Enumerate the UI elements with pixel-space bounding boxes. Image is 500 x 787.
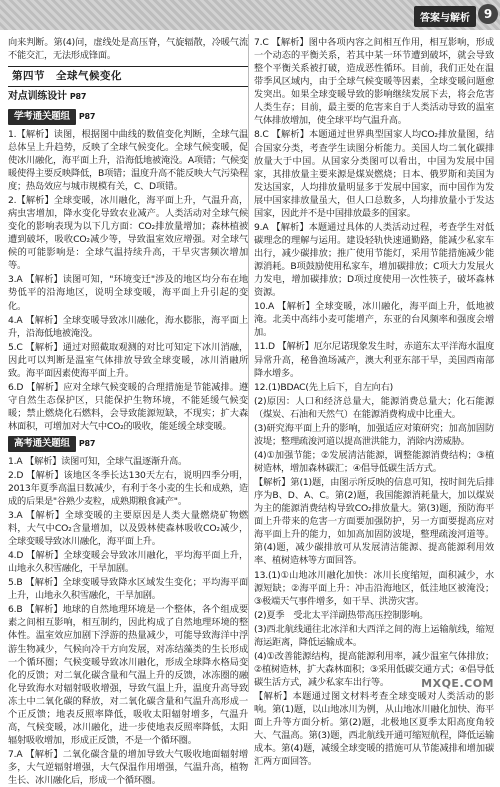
answer-item: 7.C 【解析】图中各项内容之间相互作用，相互影响，形成一个动态的平衡关系，若其中某一环节遭到破坏，就会导致整个平衡关系被打破，造成恶性循环。目前，我们正处在温带季风区域内，由于全球气候变暖等因素，全球变暖问题愈发突出。如果全球变暖导致的影响继续发展下去，将会危害人类生存；目前，最主要的危害来自于人类活动导致的温室气体排放增加，使全球平均气温升高。 xyxy=(254,37,494,127)
answer-item: 1.【解析】读图，根据图中曲线的数值变化判断，全球气温总体呈上升趋势，反映了全球气候变化。全球气候变暖，促使冰川融化，海平面上升，沿海低地被淹没。A项错；气候变暖使得主要反映降低，B项错；温度升高不能反映大气污染程度；热岛效应与城市规模有关，C、D项错。 xyxy=(8,128,248,192)
right-column xyxy=(254,36,494,768)
answer-item: 13.(1)①山地冰川融化加快：冰川长度缩短，面积减少，水源短缺；②海平面上升：冲击沿海地区，低洼地区被淹没；③极端天气事件增多，如干旱、洪涝灾害。 xyxy=(254,569,494,607)
answer-item: 4.A 【解析】全球变暖导致冰川融化，海水膨胀，海平面上升，沿海低地被淹没。 xyxy=(8,314,248,339)
answer-item: 6.B 【解析】地球的自然地理环境是一个整体，各个组成要素之间相互影响，相互制约，因此构成了自然地理环境的整体性。温室效应加剧下浮游的热量减少，可能导致海洋中浮游生物减少，气候向冷干方向发展，对冻结藻类的生长形成一个循环圈；气候变暖导致冰川融化，形成全球降水格局变化的反馈；对二氧化碳含量和气温上升的反馈，冰冻圈的融化导致海水对辐射吸收增强，导致气温上升，温度升高导致冻土中二氧化碳的释放，对二氧化碳含量和气温升高形成一个正反馈；地表反照率降低，吸收太阳辐射增多，气温升高，气候变暖，冰川融化，进一步使地表反照率降低，太阳辐射吸收增加，形成正反馈，不是一个循环圈。 xyxy=(8,604,248,746)
answer-item: (3)研究海平面上升的影响，加强适应对策研究；加高加固防波堤；整理疏浚河道以提高泄洪能力，消除内涝威胁。 xyxy=(254,422,494,447)
group2-page: P87 xyxy=(78,439,96,449)
answer-item: 【解析】第(1)题，由图示所反映的信息可知，按时间先后排序为B、D、A、C。第(2)题，我国能源消耗量大，加以煤炭为主的能源消费结构导致CO₂排放量大。第(3)题，预防海平面上升带来的危害一方面要加强防护，另一方面要提高应对海平面上升的能力，如加高加固防波堤，整理疏浚河道等。第(4)题，减少碳排放可从发展清洁能源、提高能源利用效率、植树造林等方面回答。 xyxy=(254,477,494,567)
group1-heading xyxy=(8,107,248,127)
answer-item: 10.A 【解析】全球变暖，冰川融化，海平面上升，低地被淹。北美中高纬小麦可能增产，东亚的台风频率和强度会增加。 xyxy=(254,301,494,339)
answer-item: (3)西北航线通往北冰洋和大西洋之间的海上运输航线，缩短海运距离，降低运输成本。 xyxy=(254,623,494,648)
answer-item: 2.D 【解析】该地区冬季长达130天左右，说明四季分明，2013年夏季高温日数减少，有利于冬小麦的生长和成熟，造成的后果是"谷熟少麦粒，成熟期粮食减产"。 xyxy=(8,469,248,507)
answer-item: 7.A 【解析】二氧化碳含量的增加导致大气吸收地面辐射增多，大气逆辐射增强，大气保温作用增强，气温升高，植物生长、冰川融化后，形成一个循环圈。 xyxy=(8,749,248,787)
group1-page: P87 xyxy=(78,112,96,122)
left-column xyxy=(8,36,248,787)
answer-item: (2)原因：人口和经济总量大，能源消费总量大；化石能源（煤炭、石油和天然气）在能源消费构成中比重大。 xyxy=(254,395,494,420)
answer-item: (4)①加强节能；②发展清洁能源，调整能源消费结构；③植树造林，增加森林碳汇；④倡导低碳生活方式。 xyxy=(254,449,494,474)
group1-tag: 学考通关题组 xyxy=(8,109,76,124)
answer-item: 6.D 【解析】应对全球气候变暖的合理措施是节能减排。遵守自然生态保护区，只能保护生物环境，不能延缓气候变暖；禁止燃烧化石燃料，会导致能源短缺，不现实；扩大森林面积，可增加对大气中CO₂的吸收，能延缓全球变暖。 xyxy=(8,381,248,433)
answer-item: 9.A 【解析】本题通过具体的人类活动过程，考查学生对低碳理念的理解与运用。建设轻轨快速通勤路，能减少私家车出行，减少碳排放；推广使用节能灯，采用节能措施减少能源消耗。B项鼓励使用私家车，增加碳排放；C项大力发展火力发电，增加碳排放；D项过度使用一次性筷子，破坏森林资源。 xyxy=(254,221,494,299)
answer-item: 8.C 【解析】本题通过世界典型国家人均CO₂排放量图，结合国家分类，考查学生读图分析能力。美国人均二氧化碳排放量大于中国。从国家分类图可以看出，中国为发展中国家，其排放量主要来源是煤炭燃烧；日本、俄罗斯和美国为发达国家，人均排放量明显多于发展中国家，而中国作为发展中国家排放量虽大，但人口总数多，人均排放量小于发达国家，因此并不是中国排放最多的国家。 xyxy=(254,129,494,219)
subsection-title xyxy=(8,90,248,104)
column-divider xyxy=(248,34,249,692)
subsection-page: P87 xyxy=(69,92,87,102)
intro-paragraph: 向来判断。第(4)问，虚线处是高压脊，气旋辐散，冷暖气流不能交汇，无法形成锋面。 xyxy=(8,37,248,62)
section-title: 第四节 全球气候变化 xyxy=(8,66,248,87)
answer-item: 5.B 【解析】全球变暖导致降水区域发生变化；平均海平面上升，山地永久积雪融化，干旱加剧。 xyxy=(8,577,248,602)
answer-item: 【解析】本题通过图文材料考查全球变暖对人类活动的影响。第(1)题，以山地冰川为例，从山地冰川融化加快、海平面上升等方面分析。第(2)题，北极地区夏季太阳高度角较大、气温高。第(3)题，西北航线开通可缩短航程，降低运输成本。第(4)题，减缓全球变暖的措施可从节能减排和增加碳汇两方面回答。 xyxy=(254,691,494,768)
brand-label: 答案与解析 xyxy=(414,6,476,27)
group2-tag: 高考通关题组 xyxy=(8,436,76,451)
answer-item: 3.A 【解析】全球变暖的主要原因是人类大量燃烧矿物燃料，大气中CO₂含量增加，以及毁林使森林吸收CO₂减少，全球变暖导致冰川融化，海平面上升。 xyxy=(8,509,248,547)
answer-item: (2)夏季 受北太平洋副热带高压控制影响。 xyxy=(254,609,429,621)
watermark: MXQE.COM xyxy=(421,677,494,690)
answer-item: 11.D 【解析】厄尔尼诺现象发生时，赤道东太平洋海水温度异常升高，秘鲁渔场减产，澳大利亚东部干旱，美国西南部降水增多。 xyxy=(254,341,494,379)
answer-item: (4)①改善能源结构，提高能源利用率，减少温室气体排放；②植树造林，扩大森林面积；③采用低碳交通方式；④倡导低碳生活方式，减少私家车出行等。 xyxy=(254,650,494,688)
answer-item: 2.【解析】全球变暖，冰川融化，海平面上升，气温升高，病虫害增加，降水变化导致农业减产。人类活动对全球气候变化的影响表现为以下几方面：CO₂排放量增加；森林植被遭到破坏，吸收CO₂减少等，导致温室效应增强。对全球气候的可能影响是：全球气温持续升高，干旱灾害频次增加等。 xyxy=(8,195,248,272)
group2-heading xyxy=(8,434,248,454)
answer-item: 5.C 【解析】通过对照截取观测的对比可知定下冰川消融，因此可以判断是温室气体排放导致全球变暖，冰川消融所致。海平面因素使海平面上升。 xyxy=(8,341,248,379)
page-number: 9 xyxy=(478,4,498,24)
subsection-title-text: 对点训练设计 xyxy=(8,91,67,103)
answer-item: 3.A 【解析】读图可知，"环境变迁"涉及的地区均分布在地势低平的沿海地区，说明全球变暖，海平面上升引起的变化。 xyxy=(8,274,248,312)
page-header-bar xyxy=(0,0,500,30)
answer-item: 12.(1)BDAC(先上后下，自左向右) xyxy=(254,381,394,393)
answer-item: 1.A 【解析】读图可知，全球气温逐渐升高。 xyxy=(8,455,187,467)
answer-item: 4.D 【解析】全球变暖会导致冰川融化，平均海平面上升，山地永久积雪融化，干旱加剧。 xyxy=(8,550,248,575)
